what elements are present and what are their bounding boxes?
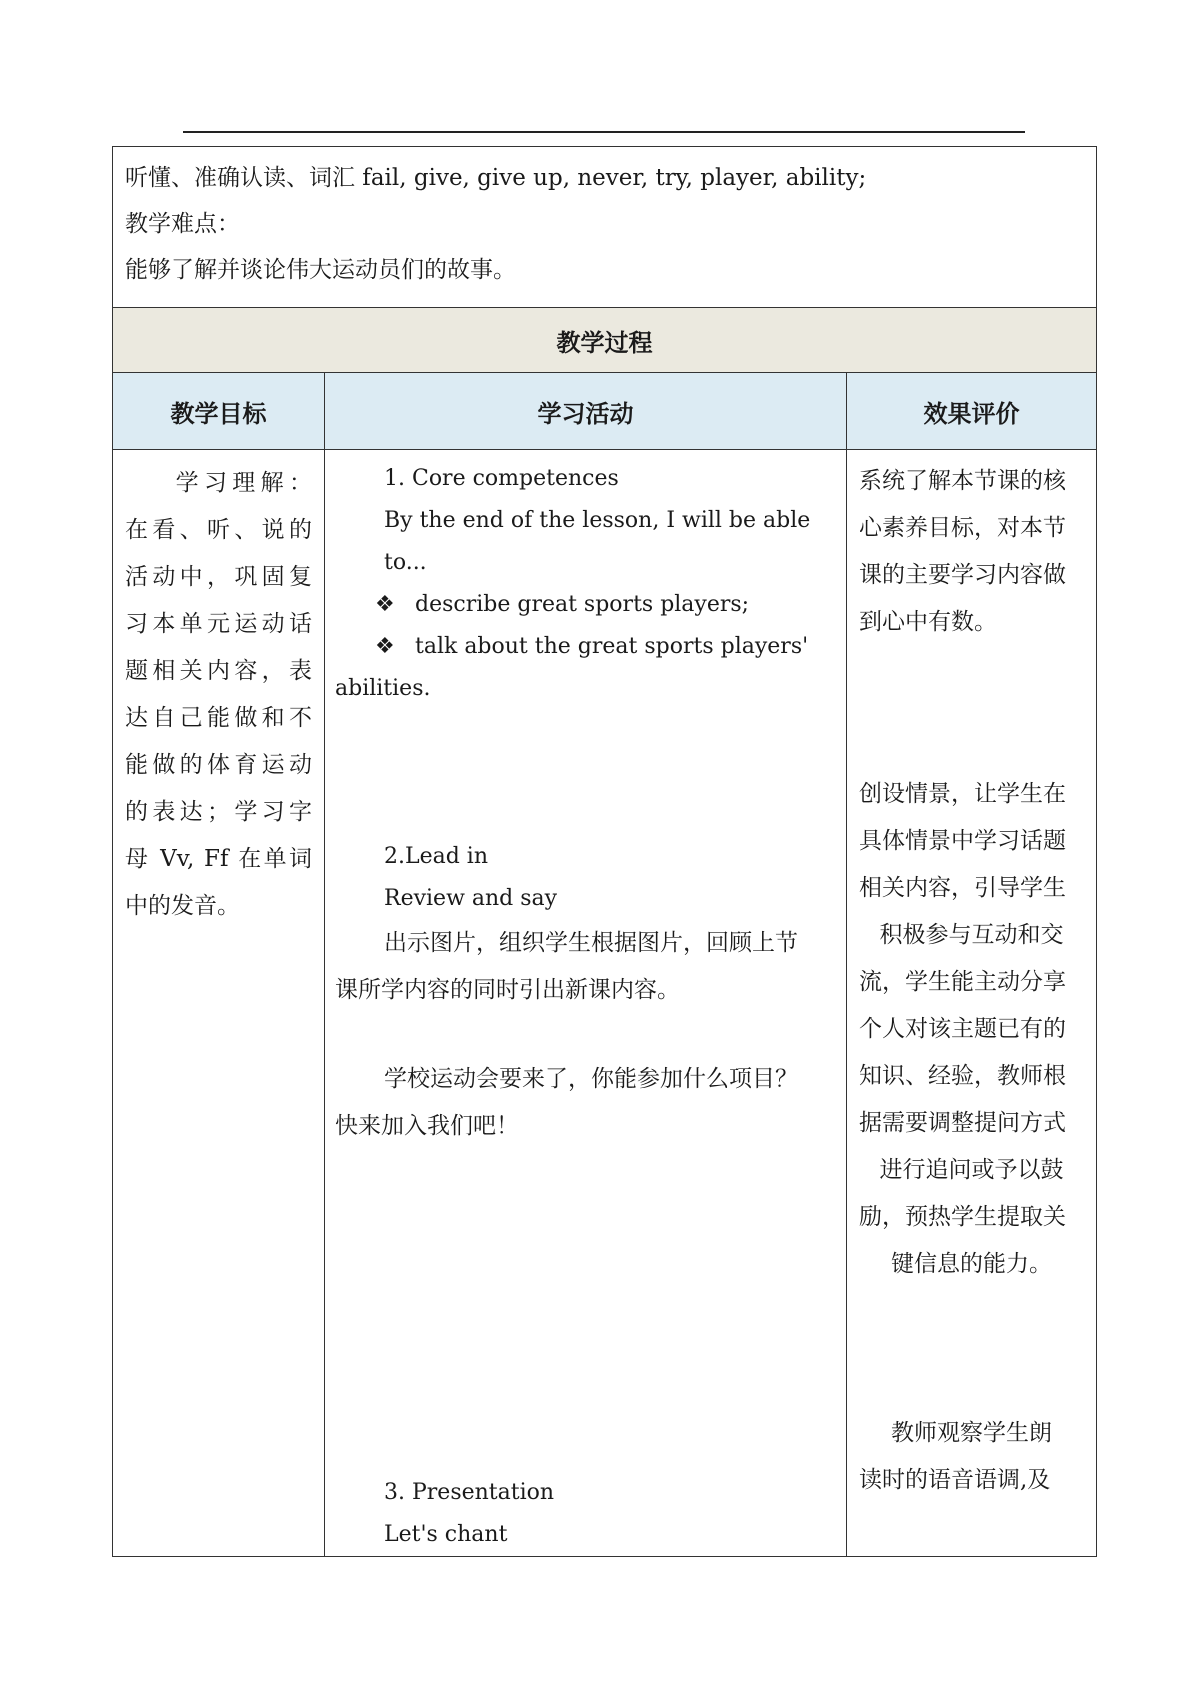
key-points-cell (113, 147, 1097, 308)
evaluation-line: 系统了解本节课的核 (859, 468, 1066, 494)
evaluation-cell (847, 450, 1097, 1557)
key-vocabulary-line: 听懂、准确认读、词汇 fail, give, give up, never, try, player, ability; (125, 165, 867, 191)
lead-in-title: 2.Lead in (384, 844, 489, 869)
evaluation-line: 课的主要学习内容做 (859, 562, 1066, 588)
evaluation-line: 进行追问或予以鼓 (879, 1157, 1064, 1183)
diamond-bullet-icon: ❖ (375, 592, 395, 617)
goal-line: 的表达；学习字 (125, 799, 312, 825)
bullet-continuation: abilities. (335, 676, 431, 701)
evaluation-line: 具体情景中学习话题 (859, 828, 1066, 854)
column-header-activity: 学习活动 (325, 373, 847, 450)
column-header-goal: 教学目标 (113, 373, 325, 450)
goal-cell (113, 450, 325, 1557)
section-title: 教学过程 (113, 308, 1097, 373)
presentation-title: 3. Presentation (384, 1480, 555, 1505)
evaluation-line: 到心中有数。 (859, 609, 997, 635)
evaluation-line: 键信息的能力。 (891, 1251, 1052, 1277)
presentation-subtitle: Let's chant (384, 1522, 508, 1547)
lead-in-text: 出示图片，组织学生根据图片，回顾上节 (384, 930, 798, 956)
header-rule (183, 131, 1025, 133)
difficulty-text: 能够了解并谈论伟大运动员们的故事。 (125, 257, 516, 283)
evaluation-line: 知识、经验，教师根 (859, 1063, 1066, 1089)
diamond-bullet-icon: ❖ (375, 634, 395, 659)
goal-line: 母 Vv, Ff 在单词 (125, 846, 312, 872)
goal-line: 题相关内容，表 (125, 658, 312, 684)
evaluation-line: 流，学生能主动分享 (859, 969, 1066, 995)
goal-line: 习本单元运动话 (125, 611, 312, 637)
lead-in-question: 学校运动会要来了，你能参加什么项目？ (384, 1066, 798, 1092)
evaluation-line: 积极参与互动和交 (879, 922, 1064, 948)
activity-cell (325, 450, 847, 1557)
goal-line: 学习理解： (175, 470, 312, 496)
goal-line: 达自己能做和不 (125, 705, 312, 731)
difficulty-heading: 教学难点： (125, 211, 240, 237)
evaluation-line: 读时的语音语调,及 (859, 1467, 1051, 1493)
evaluation-line: 教师观察学生朗 (891, 1420, 1052, 1446)
goal-line: 能做的体育运动 (125, 752, 312, 778)
evaluation-line: 据需要调整提问方式 (859, 1110, 1066, 1136)
lead-in-subtitle: Review and say (384, 886, 558, 911)
lead-in-question: 快来加入我们吧！ (335, 1113, 519, 1139)
evaluation-line: 相关内容，引导学生 (859, 875, 1066, 901)
column-header-evaluation: 效果评价 (847, 373, 1097, 450)
evaluation-line: 个人对该主题已有的 (859, 1016, 1066, 1042)
evaluation-line: 励，预热学生提取关 (859, 1204, 1066, 1230)
goal-line: 中的发音。 (125, 893, 240, 919)
core-competences-title: 1. Core competences (384, 466, 619, 491)
goal-line: 活动中，巩固复 (125, 564, 312, 590)
lesson-plan-table (112, 146, 1097, 1557)
bullet-item: ❖ talk about the great sports players' (335, 626, 836, 668)
evaluation-line: 创设情景，让学生在 (859, 781, 1066, 807)
lead-in-text: 课所学内容的同时引出新课内容。 (335, 977, 680, 1003)
core-competences-intro: By the end of the lesson, I will be able to... (384, 508, 811, 575)
goal-line: 在看、听、说的 (125, 517, 312, 543)
evaluation-line: 心素养目标，对本节 (859, 515, 1066, 541)
bullet-item: ❖ describe great sports players; (335, 584, 836, 626)
